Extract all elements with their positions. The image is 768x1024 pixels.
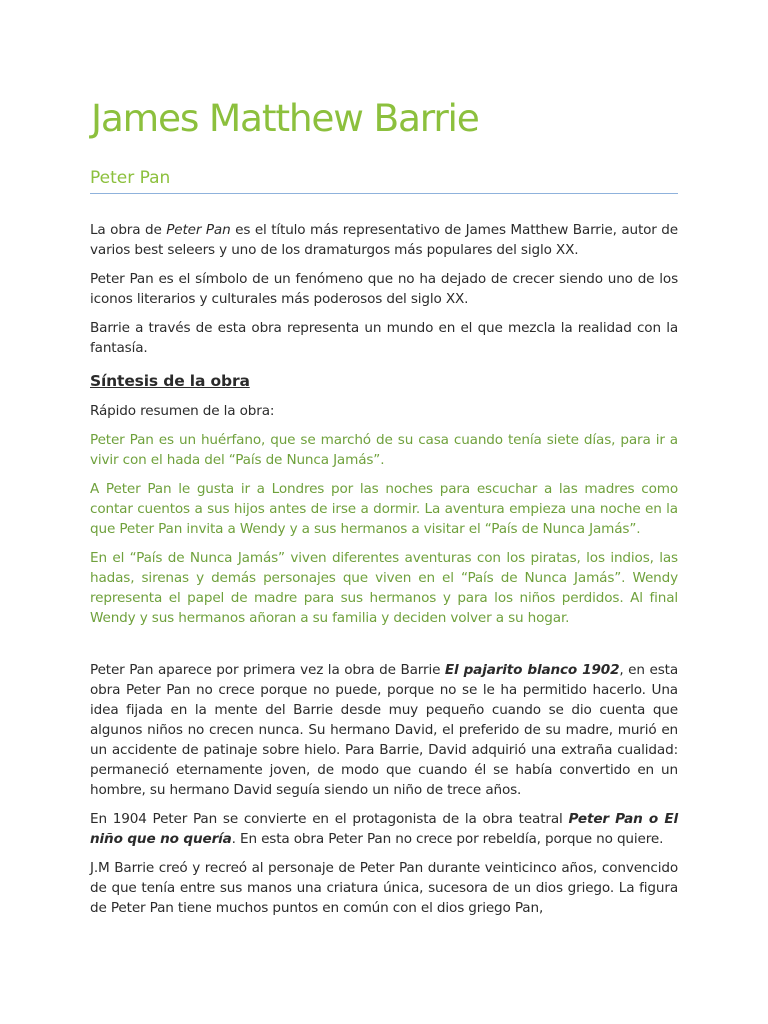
paragraph-text: Peter Pan aparece por primera vez la obra de Barrie bbox=[90, 662, 445, 678]
work-title-bold: Peter Pan o El niño que no quería bbox=[90, 811, 678, 847]
paragraph-reality: Barrie a través de esta obra representa un mundo en el que mezcla la realidad con la fantasía. bbox=[90, 320, 678, 356]
paragraph-1904 bbox=[90, 809, 678, 849]
spacer bbox=[90, 637, 678, 660]
paragraph-recreation: J.M Barrie creó y recreó al personaje de Peter Pan durante veinticinco años, convencido de que tenía entre sus manos una criatura única, sucesora de un dios griego. La figura de Peter Pan tiene muchos puntos en común con el dios griego Pan, bbox=[90, 860, 678, 916]
summary-paragraph: En el “País de Nunca Jamás” viven diferentes aventuras con los piratas, los indios, las hadas, sirenas y demás personajes que viven en el “País de Nunca Jamás”. Wendy representa el papel de madre para sus hermanos y para los niños perdidos. Al final Wendy y sus hermanos añoran a su familia y deciden volver a su hogar. bbox=[90, 550, 678, 626]
summary-intro: Rápido resumen de la obra: bbox=[90, 403, 275, 419]
work-title-italic: Peter Pan bbox=[166, 222, 231, 238]
paragraph-intro bbox=[90, 220, 678, 260]
paragraph-first-appearance bbox=[90, 660, 678, 800]
paragraph-text: es el título más representativo de James Matthew Barrie, autor de varios best seleers y uno de los dramaturgos más populares del siglo XX. bbox=[90, 222, 678, 258]
document-subtitle: Peter Pan bbox=[90, 166, 678, 194]
summary-paragraph: Peter Pan es un huérfano, que se marchó de su casa cuando tenía siete días, para ir a vivir con el hada del “País de Nunca Jamás”. bbox=[90, 432, 678, 468]
paragraph-text: , en esta obra Peter Pan no crece porque no puede, porque no se le ha permitido hacerlo. Una idea fijada en la mente del Barrie desde muy pequeño cuando se dio cuenta que algunos niños no crecen nunca. Su hermano David, el preferido de su madre, murió en un accidente de patinaje sobre hielo. Para Barrie, David adquirió una extraña cualidad: permaneció eternamente joven, de modo que cuando él se había convertido en un hombre, su hermano David seguía siendo un niño de trece años. bbox=[90, 662, 678, 798]
paragraph-symbol: Peter Pan es el símbolo de un fenómeno que no ha dejado de crecer siendo uno de los iconos literarios y culturales más poderosos del siglo XX. bbox=[90, 271, 678, 307]
section-heading-synthesis: Síntesis de la obra bbox=[90, 372, 250, 390]
document-body bbox=[90, 220, 678, 927]
paragraph-text: En 1904 Peter Pan se convierte en el protagonista de la obra teatral bbox=[90, 811, 569, 827]
summary-paragraph: A Peter Pan le gusta ir a Londres por las noches para escuchar a las madres como contar cuentos a sus hijos antes de irse a dormir. La aventura empieza una noche en la que Peter Pan invita a Wendy y a sus hermanos a visitar el “País de Nunca Jamás”. bbox=[90, 481, 678, 537]
work-title-bold: El pajarito blanco 1902 bbox=[444, 662, 620, 678]
document-title: James Matthew Barrie bbox=[91, 96, 479, 140]
paragraph-text: La obra de bbox=[90, 222, 167, 238]
paragraph-text: . En esta obra Peter Pan no crece por rebeldía, porque no quiere. bbox=[231, 831, 664, 847]
